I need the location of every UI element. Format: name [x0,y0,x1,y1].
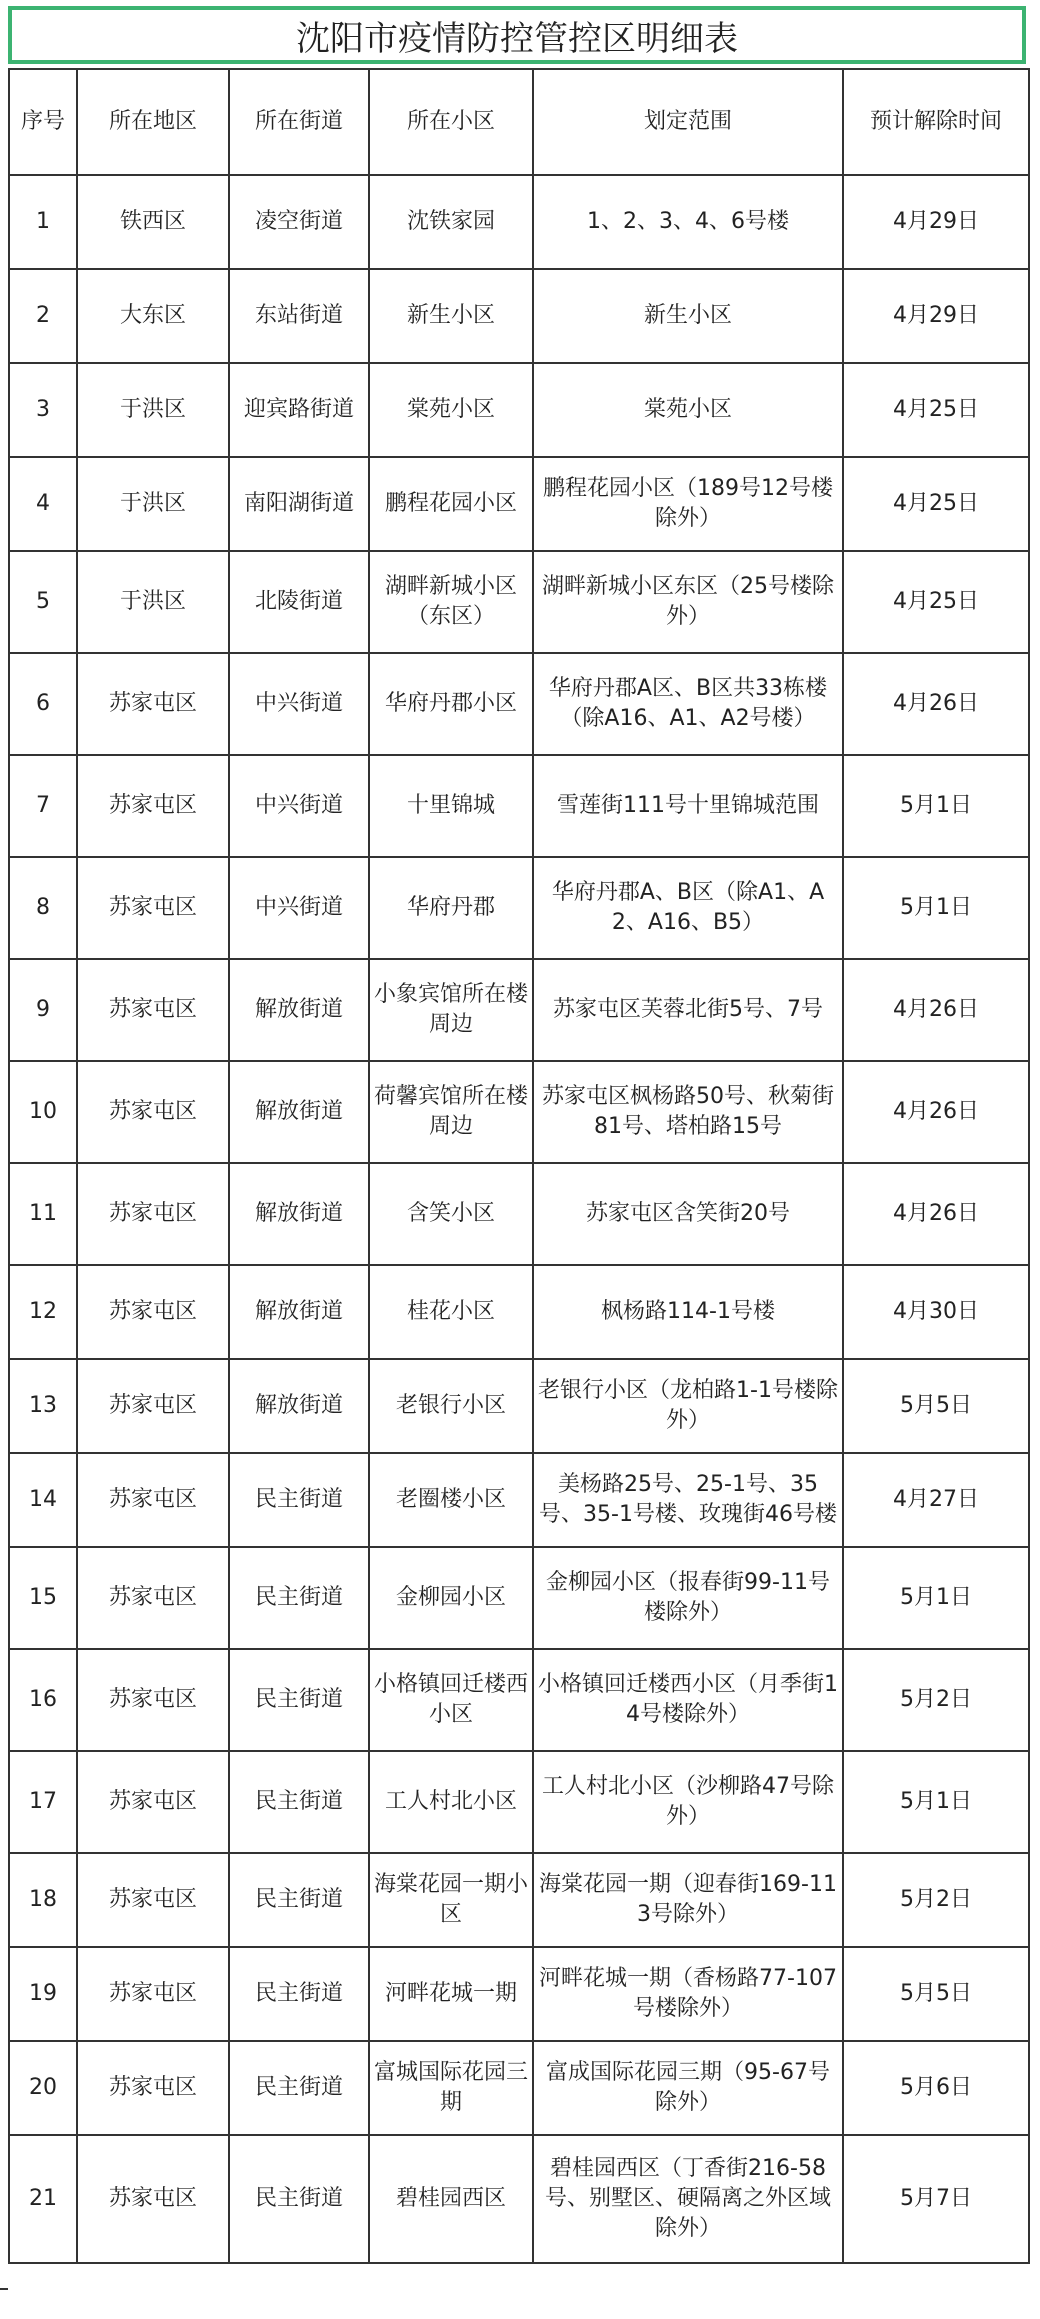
cell-scope: 华府丹郡A区、B区共33栋楼（除A16、A1、A2号楼） [533,653,843,755]
cell-scope: 1、2、3、4、6号楼 [533,175,843,269]
cell-community: 海棠花园一期小区 [369,1853,533,1947]
table-row [9,1453,1029,1547]
cell-district: 苏家屯区 [77,1359,229,1453]
cell-index: 11 [9,1163,77,1265]
cell-index: 2 [9,269,77,363]
header-release-date: 预计解除时间 [843,69,1029,175]
cell-release-date: 4月29日 [843,269,1029,363]
cell-release-date: 5月5日 [843,1947,1029,2041]
cell-district: 苏家屯区 [77,1649,229,1751]
cell-index: 14 [9,1453,77,1547]
table-row [9,363,1029,457]
cell-district: 于洪区 [77,457,229,551]
table-row [9,1265,1029,1359]
cell-index: 20 [9,2041,77,2135]
cell-release-date: 5月2日 [843,1649,1029,1751]
header-district: 所在地区 [77,69,229,175]
cell-scope: 雪莲街111号十里锦城范围 [533,755,843,857]
cell-community: 老银行小区 [369,1359,533,1453]
cell-district: 苏家屯区 [77,959,229,1061]
cell-community: 小象宾馆所在楼周边 [369,959,533,1061]
cell-community: 老圈楼小区 [369,1453,533,1547]
table-row [9,269,1029,363]
table-row [9,857,1029,959]
cell-street: 民主街道 [229,1853,369,1947]
cell-scope: 棠苑小区 [533,363,843,457]
cell-scope: 小格镇回迁楼西小区（月季街14号楼除外） [533,1649,843,1751]
cell-scope: 工人村北小区（沙柳路47号除外） [533,1751,843,1853]
cell-release-date: 5月5日 [843,1359,1029,1453]
cell-release-date: 5月1日 [843,1547,1029,1649]
table-row [9,755,1029,857]
cell-street: 民主街道 [229,1947,369,2041]
cell-index: 21 [9,2135,77,2263]
cell-index: 19 [9,1947,77,2041]
cell-release-date: 5月6日 [843,2041,1029,2135]
table-row [9,457,1029,551]
cell-index: 4 [9,457,77,551]
cell-district: 铁西区 [77,175,229,269]
cell-index: 9 [9,959,77,1061]
cell-district: 苏家屯区 [77,755,229,857]
cell-street: 东站街道 [229,269,369,363]
cell-index: 16 [9,1649,77,1751]
cell-community: 荷馨宾馆所在楼周边 [369,1061,533,1163]
cell-release-date: 4月26日 [843,959,1029,1061]
cell-community: 金柳园小区 [369,1547,533,1649]
header-community: 所在小区 [369,69,533,175]
cell-street: 中兴街道 [229,755,369,857]
header-street: 所在街道 [229,69,369,175]
cell-scope: 苏家屯区芙蓉北街5号、7号 [533,959,843,1061]
cell-community: 湖畔新城小区（东区） [369,551,533,653]
table-row [9,175,1029,269]
cell-district: 苏家屯区 [77,1547,229,1649]
cell-street: 迎宾路街道 [229,363,369,457]
table-row [9,653,1029,755]
cell-release-date: 5月1日 [843,755,1029,857]
table-row [9,1359,1029,1453]
cell-district: 苏家屯区 [77,1947,229,2041]
cell-district: 大东区 [77,269,229,363]
cell-index: 10 [9,1061,77,1163]
cell-scope: 美杨路25号、25-1号、35号、35-1号楼、玫瑰街46号楼 [533,1453,843,1547]
cell-index: 5 [9,551,77,653]
cell-community: 工人村北小区 [369,1751,533,1853]
cell-district: 于洪区 [77,363,229,457]
cell-street: 中兴街道 [229,857,369,959]
table-row [9,1061,1029,1163]
table-body [9,175,1029,2263]
cell-district: 苏家屯区 [77,1265,229,1359]
cell-release-date: 4月29日 [843,175,1029,269]
cell-street: 解放街道 [229,1359,369,1453]
cell-release-date: 5月1日 [843,1751,1029,1853]
table-row [9,959,1029,1061]
cell-scope: 苏家屯区枫杨路50号、秋菊街81号、塔柏路15号 [533,1061,843,1163]
table-row [9,1163,1029,1265]
cell-release-date: 4月27日 [843,1453,1029,1547]
header-scope: 划定范围 [533,69,843,175]
cell-community: 含笑小区 [369,1163,533,1265]
cell-index: 8 [9,857,77,959]
cell-release-date: 4月26日 [843,1061,1029,1163]
cell-street: 民主街道 [229,1453,369,1547]
cell-community: 小格镇回迁楼西小区 [369,1649,533,1751]
cell-community: 鹏程花园小区 [369,457,533,551]
cell-community: 新生小区 [369,269,533,363]
cell-release-date: 5月1日 [843,857,1029,959]
cell-community: 华府丹郡 [369,857,533,959]
cell-street: 民主街道 [229,1649,369,1751]
table-row [9,1947,1029,2041]
cell-index: 7 [9,755,77,857]
cell-release-date: 5月7日 [843,2135,1029,2263]
cell-release-date: 5月2日 [843,1853,1029,1947]
cell-scope: 海棠花园一期（迎春街169-113号除外） [533,1853,843,1947]
cell-community: 碧桂园西区 [369,2135,533,2263]
cell-scope: 鹏程花园小区（189号12号楼除外） [533,457,843,551]
cell-release-date: 4月25日 [843,363,1029,457]
cell-district: 苏家屯区 [77,857,229,959]
cell-district: 苏家屯区 [77,2135,229,2263]
table-header-row [9,69,1029,175]
cell-community: 华府丹郡小区 [369,653,533,755]
cell-community: 沈铁家园 [369,175,533,269]
cell-scope: 枫杨路114-1号楼 [533,1265,843,1359]
cell-index: 18 [9,1853,77,1947]
cell-street: 解放街道 [229,959,369,1061]
cell-scope: 新生小区 [533,269,843,363]
cell-street: 民主街道 [229,2135,369,2263]
cell-community: 桂花小区 [369,1265,533,1359]
table-row [9,1751,1029,1853]
table-edge-line [0,2288,8,2290]
table-row [9,551,1029,653]
cell-scope: 老银行小区（龙柏路1-1号楼除外） [533,1359,843,1453]
cell-district: 苏家屯区 [77,1853,229,1947]
cell-district: 苏家屯区 [77,653,229,755]
cell-scope: 富成国际花园三期（95-67号除外） [533,2041,843,2135]
cell-scope: 苏家屯区含笑街20号 [533,1163,843,1265]
cell-index: 15 [9,1547,77,1649]
table-row [9,2041,1029,2135]
cell-district: 苏家屯区 [77,1061,229,1163]
cell-index: 12 [9,1265,77,1359]
cell-release-date: 4月26日 [843,1163,1029,1265]
cell-community: 富城国际花园三期 [369,2041,533,2135]
cell-community: 棠苑小区 [369,363,533,457]
cell-scope: 碧桂园西区（丁香街216-58号、别墅区、硬隔离之外区域除外） [533,2135,843,2263]
cell-street: 解放街道 [229,1265,369,1359]
cell-community: 河畔花城一期 [369,1947,533,2041]
cell-index: 1 [9,175,77,269]
cell-release-date: 4月30日 [843,1265,1029,1359]
cell-district: 苏家屯区 [77,1453,229,1547]
cell-scope: 金柳园小区（报春街99-11号楼除外） [533,1547,843,1649]
cell-street: 解放街道 [229,1061,369,1163]
cell-street: 民主街道 [229,1751,369,1853]
cell-district: 苏家屯区 [77,1751,229,1853]
cell-scope: 河畔花城一期（香杨路77-107号楼除外） [533,1947,843,2041]
cell-street: 中兴街道 [229,653,369,755]
cell-release-date: 4月25日 [843,457,1029,551]
cell-index: 6 [9,653,77,755]
control-zone-table-container [8,68,1030,2264]
cell-street: 解放街道 [229,1163,369,1265]
table-row [9,1853,1029,1947]
cell-street: 南阳湖街道 [229,457,369,551]
cell-street: 北陵街道 [229,551,369,653]
table-row [9,1547,1029,1649]
cell-index: 3 [9,363,77,457]
cell-index: 13 [9,1359,77,1453]
cell-street: 凌空街道 [229,175,369,269]
control-zone-table [8,68,1030,2264]
cell-index: 17 [9,1751,77,1853]
header-index: 序号 [9,69,77,175]
cell-community: 十里锦城 [369,755,533,857]
cell-street: 民主街道 [229,1547,369,1649]
cell-release-date: 4月25日 [843,551,1029,653]
cell-scope: 华府丹郡A、B区（除A1、A2、A16、B5） [533,857,843,959]
cell-district: 苏家屯区 [77,2041,229,2135]
cell-district: 于洪区 [77,551,229,653]
page-title: 沈阳市疫情防控管控区明细表 [8,6,1026,64]
table-row [9,2135,1029,2263]
cell-district: 苏家屯区 [77,1163,229,1265]
table-row [9,1649,1029,1751]
cell-release-date: 4月26日 [843,653,1029,755]
cell-street: 民主街道 [229,2041,369,2135]
cell-scope: 湖畔新城小区东区（25号楼除外） [533,551,843,653]
